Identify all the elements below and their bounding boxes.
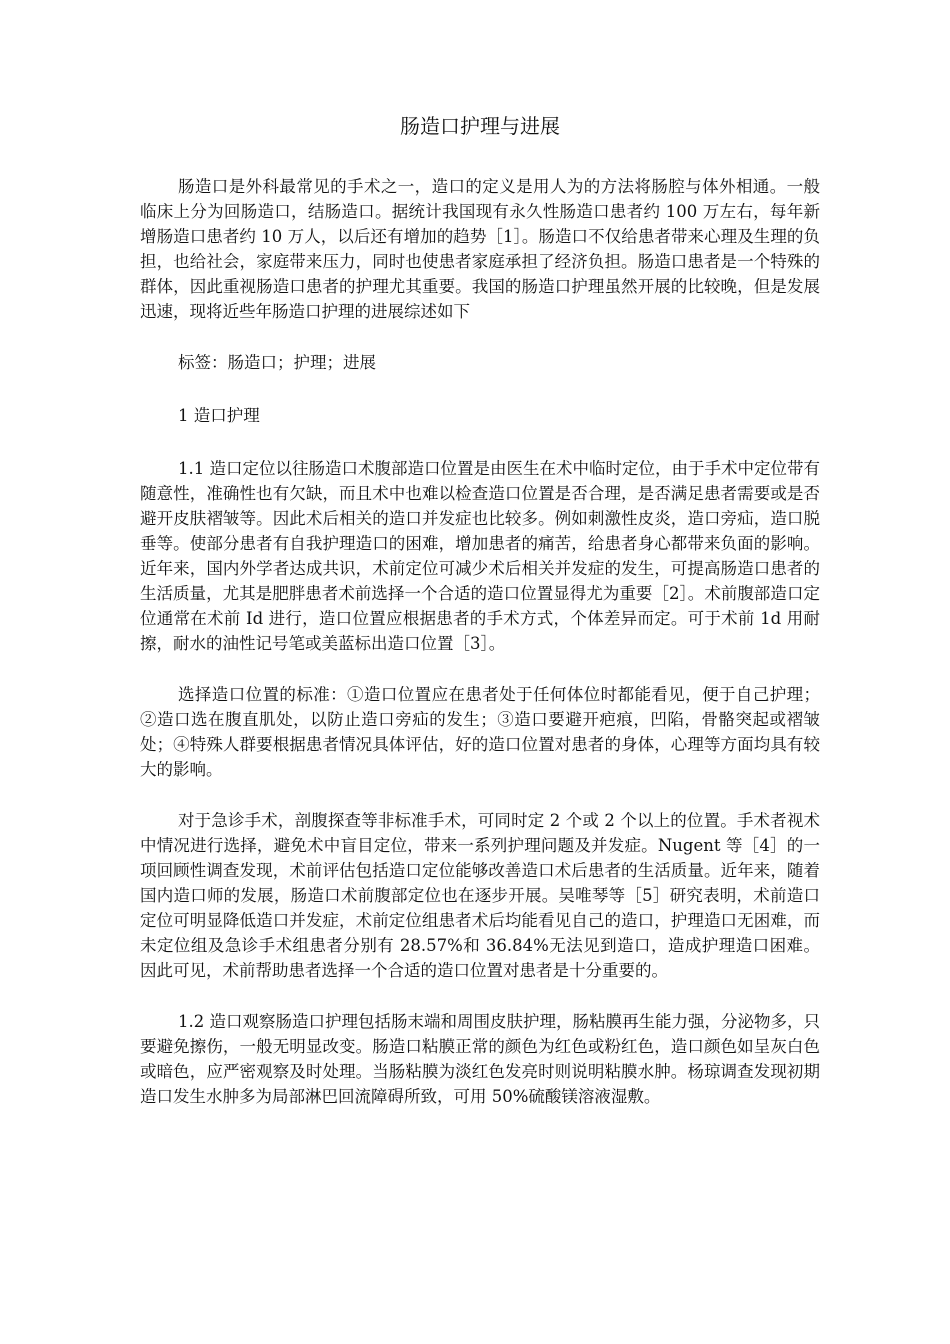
body-paragraph: 1.2 造口观察肠造口护理包括肠末端和周围皮肤护理，肠粘膜再生能力强，分泌物多，只要避免擦伤，一般无明显改变。肠造口粘膜正常的颜色为红色或粉红色，造口颜色如呈灰白色或暗色，应严密观察及时处理。当肠粘膜为淡红色发亮时则说明粘膜水肿。杨琼调查发现初期造口发生水肿多为局部淋巴回流障碍所致，可用 50%硫酸镁溶液湿敷。 xyxy=(140,1012,820,1106)
document-page xyxy=(140,112,820,1135)
section-heading: 1 造口护理 xyxy=(178,406,260,425)
body-paragraph: 对于急诊手术，剖腹探查等非标准手术，可同时定 2 个或 2 个以上的位置。手术者视术中情况进行选择，避免术中盲目定位，带来一系列护理问题及并发症。Nugent 等［4］的一项回顾性调查发现，术前评估包括造口定位能够改善造口术后患者的生活质量。近年来，随着国内造口师的发展，肠造口术前腹部定位也在逐步开展。吴唯琴等［5］研究表明，术前造口定位可明显降低造口并发症，术前定位组患者术后均能看见自己的造口，护理造口无困难，而未定位组及急诊手术组患者分别有 28.57%和 36.84%无法见到造口，造成护理造口困难。因此可见，术前帮助患者选择一个合适的造口位置对患者是十分重要的。 xyxy=(140,811,820,980)
document-title: 肠造口护理与进展 xyxy=(400,114,560,138)
tags-line: 标签：肠造口；护理；进展 xyxy=(178,353,376,372)
body-paragraph: 选择造口位置的标准：①造口位置应在患者处于任何体位时都能看见，便于自己护理；②造口选在腹直肌处，以防止造口旁疝的发生；③造口要避开疤痕，凹陷，骨骼突起或褶皱处；④特殊人群要根据患者情况具体评估，好的造口位置对患者的身体，心理等方面均具有较大的影响。 xyxy=(140,685,820,779)
body-paragraph: 1.1 造口定位以往肠造口术腹部造口位置是由医生在术中临时定位，由于手术中定位带有随意性，准确性也有欠缺，而且术中也难以检查造口位置是否合理，是否满足患者需要或是否避开皮肤褶皱等。因此术后相关的造口并发症也比较多。例如刺激性皮炎，造口旁疝，造口脱垂等。使部分患者有自我护理造口的困难，增加患者的痛苦，给患者身心都带来负面的影响。近年来，国内外学者达成共识，术前定位可减少术后相关并发症的发生，可提高肠造口患者的生活质量，尤其是肥胖患者术前选择一个合适的造口位置显得尤为重要［2］。术前腹部造口定位通常在术前 Id 进行，造口位置应根据患者的手术方式，个体差异而定。可于术前 1d 用耐擦，耐水的油性记号笔或美蓝标出造口位置［3］。 xyxy=(140,459,820,653)
abstract-paragraph: 肠造口是外科最常见的手术之一，造口的定义是用人为的方法将肠腔与体外相通。一般临床上分为回肠造口，结肠造口。据统计我国现有永久性肠造口患者约 100 万左右，每年新增肠造口患者约 10 万人，以后还有增加的趋势［1］。肠造口不仅给患者带来心理及生理的负担，也给社会，家庭带来压力，同时也使患者家庭承担了经济负担。肠造口患者是一个特殊的群体，因此重视肠造口患者的护理尤其重要。我国的肠造口护理虽然开展的比较晚，但是发展迅速，现将近些年肠造口护理的进展综述如下 xyxy=(140,177,820,321)
